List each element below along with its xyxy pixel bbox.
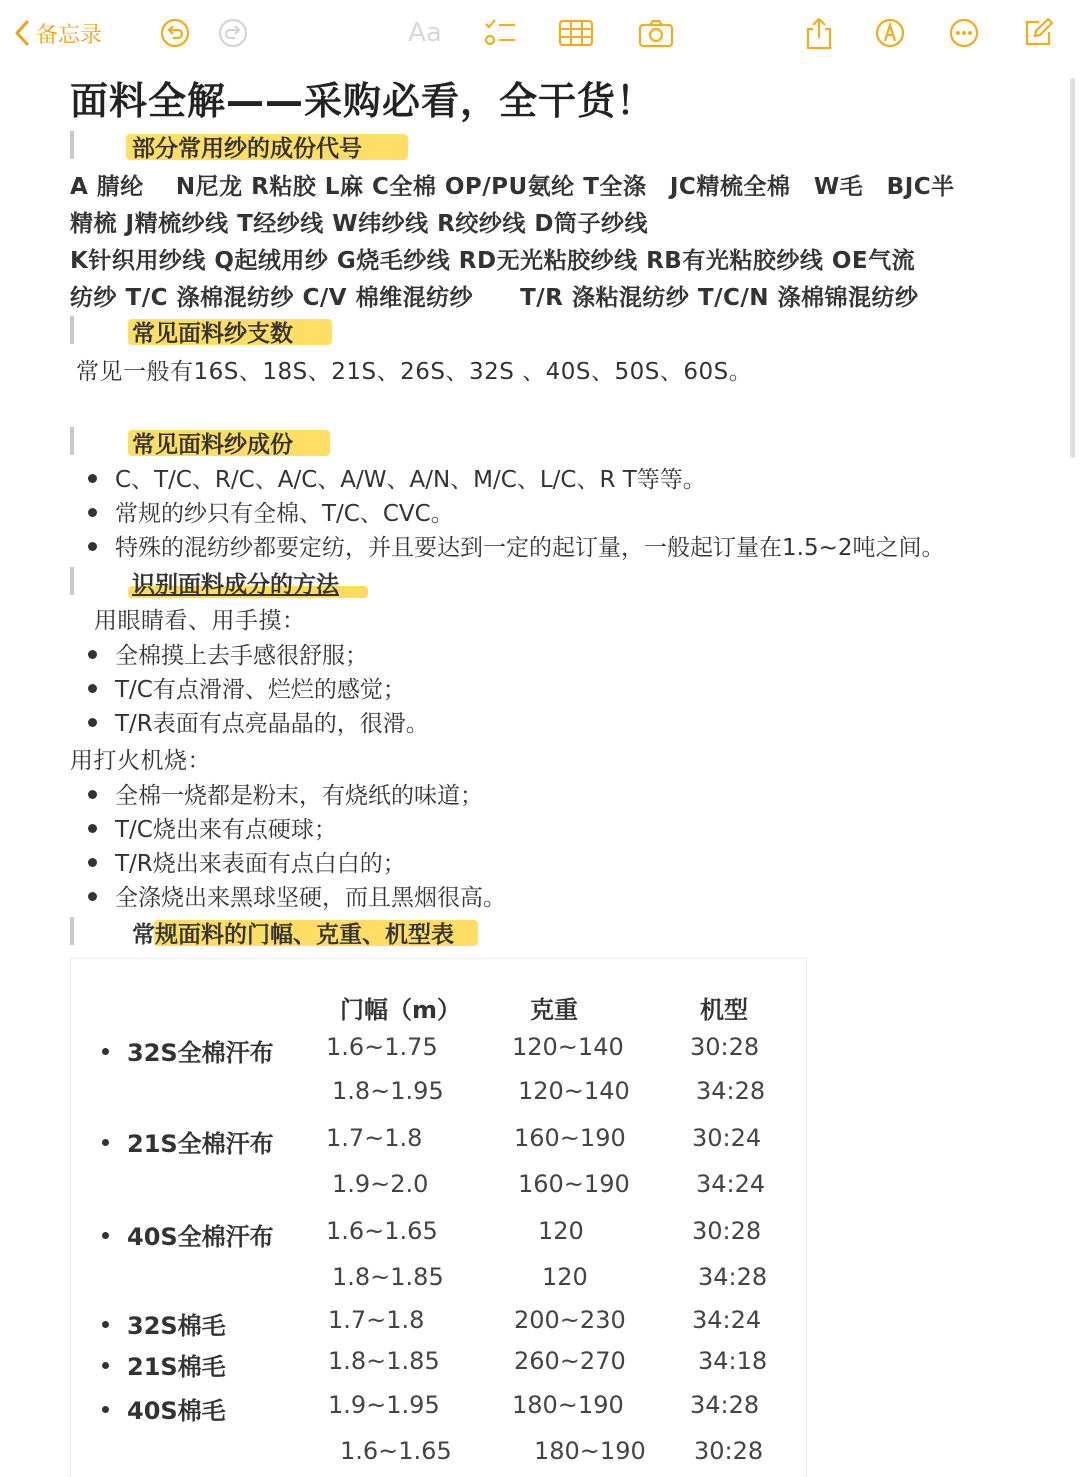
undo-button[interactable] (156, 14, 194, 52)
section-heading-identify: 识别面料成分的方法 (132, 572, 339, 598)
section-heading-counts: 常见面料纱支数 (132, 321, 293, 347)
table-row-name: 40S棉毛 (102, 1391, 226, 1426)
table-cell-weight: 260~270 (514, 1347, 626, 1375)
back-button[interactable] (14, 14, 124, 52)
section-bar (70, 131, 74, 159)
text-format-label: Aa (408, 18, 442, 48)
undo-icon (159, 17, 191, 49)
column-header-machine: 机型 (700, 996, 748, 1024)
checklist-icon (483, 17, 517, 49)
more-button[interactable] (944, 14, 984, 52)
table-cell-machine: 30:28 (694, 1437, 764, 1465)
list-item: T/C有点滑滑、烂烂的感觉； (88, 671, 406, 704)
checklist-button[interactable] (480, 14, 520, 52)
table-row-name: 40S全棉汗布 (102, 1217, 274, 1252)
codes-line-4: 纺纱 T/C 涤棉混纺纱 C/V 棉维混纺纱 T/R 涤粘混纺纱 T/C/N 涤棉锦混纺纱 (70, 285, 919, 311)
section-heading-composition: 常见面料纱成份 (132, 432, 293, 458)
share-button[interactable] (800, 14, 838, 52)
redo-button[interactable] (214, 14, 252, 52)
codes-line-3: K针织用纱线 Q起绒用纱 G烧毛纱线 RD无光粘胶纱线 RB有光粘胶纱线 OE气流 (70, 248, 916, 274)
share-icon (804, 16, 834, 50)
section-heading-codes: 部分常用纱的成份代号 (132, 136, 362, 162)
list-item: 全涤烧出来黑球坚硬，而且黑烟很高。 (88, 879, 506, 912)
counts-text: 常见一般有16S、18S、21S、26S、32S 、40S、50S、60S。 (76, 359, 753, 385)
text-format-button[interactable] (400, 14, 450, 52)
column-header-width: 门幅（m） (340, 996, 462, 1024)
list-item: 常规的纱只有全棉、T/C、CVC。 (88, 495, 454, 528)
section-heading-table: 常规面料的门幅、克重、机型表 (132, 922, 454, 948)
table-cell-machine: 34:18 (698, 1347, 768, 1375)
method-label-touch: 用眼睛看、用手摸： (94, 608, 306, 634)
column-header-weight: 克重 (530, 996, 578, 1024)
method-label-burn: 用打火机烧： (70, 748, 211, 774)
table-cell-width: 1.6~1.75 (326, 1033, 438, 1061)
table-cell-width: 1.6~1.65 (326, 1217, 438, 1245)
note-title[interactable]: 面料全解——采购必看，全干货！ (70, 79, 656, 123)
table-cell-machine: 34:28 (690, 1391, 760, 1419)
markup-button[interactable] (870, 14, 910, 52)
list-item: T/R烧出来表面有点白白的； (88, 845, 406, 878)
table-cell-width: 1.8~1.85 (328, 1347, 440, 1375)
table-row-name: 32S全棉汗布 (102, 1033, 274, 1068)
list-item: 全棉摸上去手感很舒服； (88, 637, 368, 670)
table-cell-machine: 30:28 (690, 1033, 760, 1061)
table-cell-width: 1.9~1.95 (328, 1391, 440, 1419)
compose-icon (1022, 17, 1054, 49)
toolbar (0, 0, 1080, 66)
pen-markup-icon (874, 17, 906, 49)
table-cell-width: 1.8~1.95 (332, 1077, 444, 1105)
section-bar (70, 427, 74, 455)
back-label: 备忘录 (36, 22, 103, 48)
table-cell-weight: 200~230 (514, 1306, 626, 1334)
table-cell-width: 1.8~1.85 (332, 1263, 444, 1291)
camera-icon (638, 18, 674, 48)
list-item: T/C烧出来有点硬球； (88, 811, 337, 844)
camera-button[interactable] (636, 14, 676, 52)
codes-line-2: 精梳 J精梳纱线 T经纱线 W纬纱线 R绞纱线 D筒子纱线 (70, 211, 648, 237)
table-cell-machine: 34:24 (696, 1170, 766, 1198)
list-item: T/R表面有点亮晶晶的，很滑。 (88, 705, 429, 738)
table-cell-weight: 180~190 (512, 1391, 624, 1419)
table-row-name: 21S棉毛 (102, 1347, 226, 1382)
list-item: C、T/C、R/C、A/C、A/W、A/N、M/C、L/C、R T等等。 (88, 461, 706, 494)
compose-button[interactable] (1018, 14, 1058, 52)
table-cell-weight: 160~190 (514, 1124, 626, 1152)
table-cell-weight: 120 (538, 1217, 584, 1245)
scrollbar[interactable] (1070, 78, 1075, 458)
table-cell-width: 1.7~1.8 (328, 1306, 425, 1334)
table-icon (558, 18, 594, 48)
codes-line-1: A 腈纶 N尼龙 R粘胶 L麻 C全棉 OP/PU氨纶 T全涤 JC精梳全棉 W毛 BJC半 (70, 174, 955, 200)
table-cell-width: 1.6~1.65 (340, 1437, 452, 1465)
table-cell-weight: 120~140 (512, 1033, 624, 1061)
chevron-left-icon (14, 20, 30, 46)
table-cell-weight: 180~190 (534, 1437, 646, 1465)
table-row-name: 32S棉毛 (102, 1306, 226, 1341)
table-cell-weight: 160~190 (518, 1170, 630, 1198)
more-icon (948, 17, 980, 49)
table-cell-width: 1.9~2.0 (332, 1170, 429, 1198)
table-cell-weight: 120 (542, 1263, 588, 1291)
section-bar (70, 567, 74, 595)
table-row-name: 21S全棉汗布 (102, 1124, 274, 1159)
redo-icon (217, 17, 249, 49)
table-cell-width: 1.7~1.8 (326, 1124, 423, 1152)
section-bar (70, 917, 74, 945)
table-cell-machine: 30:28 (692, 1217, 762, 1245)
table-cell-machine: 34:24 (692, 1306, 762, 1334)
table-cell-machine: 34:28 (698, 1263, 768, 1291)
table-cell-machine: 30:24 (692, 1124, 762, 1152)
table-cell-weight: 120~140 (518, 1077, 630, 1105)
table-button[interactable] (556, 14, 596, 52)
list-item: 全棉一烧都是粉末，有烧纸的味道； (88, 777, 483, 810)
list-item: 特殊的混纺纱都要定纺，并且要达到一定的起订量，一般起订量在1.5~2吨之间。 (88, 529, 944, 562)
table-cell-machine: 34:28 (696, 1077, 766, 1105)
section-bar (70, 316, 74, 344)
